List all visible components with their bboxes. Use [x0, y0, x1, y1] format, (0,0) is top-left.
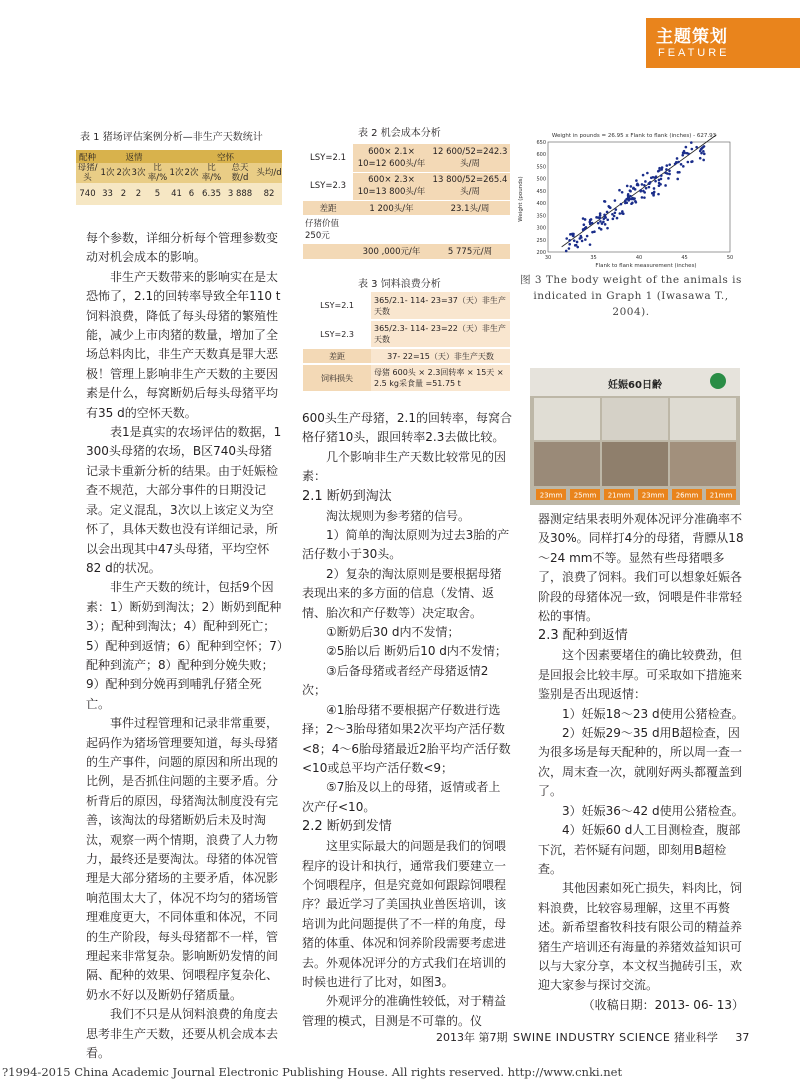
data-point	[702, 159, 705, 162]
data-point	[631, 197, 634, 200]
t1-sub-h: 2次	[184, 163, 199, 183]
data-point	[631, 202, 634, 205]
data-point	[639, 190, 642, 193]
data-point	[674, 163, 677, 166]
y-tick-label: 450	[536, 188, 546, 195]
data-point	[635, 201, 638, 204]
data-point	[630, 185, 633, 188]
column-1	[86, 229, 283, 1063]
table2-caption: 表 2 机会成本分析	[358, 128, 441, 139]
data-point	[642, 174, 645, 177]
t1-group-h: 空怀	[169, 150, 282, 163]
data-point	[657, 193, 660, 196]
data-point	[589, 219, 592, 222]
data-point	[690, 160, 693, 163]
y-tick-label: 350	[536, 213, 546, 220]
photo-tag: 26mm	[675, 491, 699, 500]
data-point	[641, 183, 644, 186]
data-point	[575, 244, 578, 247]
data-point	[681, 154, 684, 157]
data-point	[606, 211, 609, 214]
x-axis-label: Flank to flank measurement (inches)	[595, 263, 697, 269]
plot-frame	[548, 142, 730, 252]
data-point	[565, 250, 568, 253]
data-point	[625, 201, 628, 204]
data-point	[702, 150, 705, 153]
data-point	[660, 174, 663, 177]
y-tick-label: 550	[536, 164, 546, 171]
data-point	[576, 241, 579, 244]
t1-cell: 6	[184, 183, 199, 205]
data-point	[604, 216, 607, 219]
data-point	[579, 235, 582, 238]
y-tick-label: 400	[536, 201, 546, 208]
data-point	[568, 239, 571, 242]
data-point	[648, 186, 651, 189]
data-point	[635, 179, 638, 182]
t3-value: 37- 22=15（天）非生产天数	[371, 348, 510, 364]
data-point	[593, 230, 596, 233]
figure-3-chart	[516, 124, 742, 270]
x-tick-label: 45	[681, 255, 688, 261]
data-point	[643, 196, 646, 199]
photo-illustration	[530, 368, 740, 505]
data-point	[584, 238, 587, 241]
received-date: （收稿日期：2013- 06- 13）	[582, 997, 744, 1012]
data-point	[616, 217, 619, 220]
section-heading: 2.1 断奶到淘汰	[302, 488, 392, 504]
data-point	[657, 170, 660, 173]
t1-cell: 2	[116, 183, 131, 205]
data-point	[685, 146, 688, 149]
data-point	[700, 152, 703, 155]
t2-result: 13 800/52=265.4头/周	[430, 172, 510, 200]
paragraph: 1）妊娠18～23 d使用公猪检查。	[562, 706, 744, 721]
data-point	[599, 220, 602, 223]
page-footer	[436, 1029, 749, 1045]
data-point	[691, 148, 694, 151]
data-point	[632, 187, 635, 190]
photo-title: 妊娠60日齢	[608, 380, 662, 391]
paragraph: 非生产天数带来的影响实在是太恐怖了，2.1的回转率导致全年110 t饲料浪费，降低了每头母猪的繁殖性能，减少上市肉猪的数量，增加了全场总料肉比，非生产天数真是罪大恶极！管理上影响非生产天数的主要因素是什么，每窝断奶后每头母猪平均有35 d的空怀天数。	[86, 269, 281, 420]
data-point	[611, 213, 614, 216]
data-point	[604, 200, 607, 203]
data-point	[619, 212, 622, 215]
data-point	[655, 175, 658, 178]
t3-label: 饲料损失	[303, 364, 371, 392]
data-point	[665, 164, 668, 167]
paragraph: 1）简单的淘汰原则为过去3胎的产活仔数小于30头。	[302, 528, 510, 562]
data-point	[627, 193, 630, 196]
data-point	[644, 180, 647, 183]
data-point	[565, 237, 568, 240]
paragraph: 淘汰规则为参考猪的信号。	[326, 508, 471, 523]
y-tick-label: 650	[536, 140, 546, 146]
column-2	[302, 409, 512, 1031]
data-point	[582, 228, 585, 231]
data-point	[606, 227, 609, 230]
data-point	[579, 237, 582, 240]
data-point	[668, 173, 671, 176]
y-axis-label: Weight (pounds)	[518, 176, 524, 222]
data-point	[667, 177, 670, 180]
t2-label: 仔猪价值250元	[303, 215, 353, 243]
data-point	[626, 185, 629, 188]
data-point	[687, 161, 690, 164]
t2-result: 23.1头/周	[430, 200, 510, 215]
data-point	[695, 146, 698, 149]
table1-caption: 表 1 猪场评估案例分析—非生产天数统计	[80, 132, 263, 143]
data-point	[629, 195, 632, 198]
paragraph: 这个因素要堵住的确比较费劲，但是回报会比较丰厚。可采取如下措施来鉴别是否出现返情：	[538, 648, 743, 702]
x-tick-label: 40	[635, 255, 643, 261]
data-point	[677, 161, 680, 164]
data-point	[699, 157, 702, 160]
data-point	[603, 213, 606, 216]
data-point	[582, 217, 585, 220]
data-point	[571, 233, 574, 236]
data-point	[589, 243, 592, 246]
paragraph: 非生产天数的统计，包括9个因素：1）断奶到淘汰；2）断奶到配种3）；配种到淘汰；4）配种到死亡；5）配种到返情；6）配种到空怀；7）配种到流产；8）配种到分娩失败；9）配种到分娩再到哺乳仔猪全死亡。	[86, 580, 283, 711]
t1-sub-h: 比率/%	[147, 163, 168, 183]
data-point	[654, 180, 657, 183]
paragraph: 事件过程管理和记录非常重要，起码作为猪场管理要知道，每头母猪的生产事件，问题的原因和所出现的比例，是否抓住问题的主要矛盾。分析背后的原因，母猪淘汰制度没有完善，该淘汰的母猪断奶后未及时淘汰，观察一两个情期，浪费了人力物力，最终还是要淘汰。母猪的体况管理是大部分猪场的主要矛盾，体况影响范围太大了，体况不均匀的猪场管理难度更大，不同体重和体况，不同的生产阶段，每头母猪都不一样，管理起来非常复杂。影响断奶发情的间隔、配种的效果、饲喂程序复杂化、奶水不好以及断奶仔猪质量。	[86, 716, 279, 1002]
t1-sub-h: 3次	[131, 163, 146, 183]
t1-group-h: 配种	[76, 150, 99, 163]
data-point	[568, 243, 571, 246]
data-point	[680, 163, 683, 166]
paragraph: 外观评分的准确性较低，对于精益管理的模式，目测是不可靠的。仪	[302, 994, 507, 1028]
data-point	[621, 210, 624, 213]
t2-formula	[353, 215, 430, 243]
data-point	[618, 189, 621, 192]
paragraph: 器测定结果表明外观体况评分准确率不及30%。同样打4分的母猪，背膘从18～24 mm不等。显然有些母猪喂多了，浪费了饲料。我们可以想象妊娠各阶段的母猪体况一致，饲喂是件非常轻松的事情。	[538, 512, 744, 624]
journal-cn: 猪业科学	[673, 1031, 718, 1044]
data-point	[703, 145, 706, 148]
data-point	[659, 183, 662, 186]
data-point	[699, 150, 702, 153]
t3-value: 365/2.1- 114- 23=37（天）非生产天数	[371, 292, 510, 320]
data-point	[686, 152, 689, 155]
t2-result: 12 600/52=242.3头/周	[430, 144, 510, 172]
data-point	[614, 199, 617, 202]
t2-label: LSY=2.1	[303, 144, 353, 172]
table2	[303, 144, 510, 260]
t2-formula: 1 200头/年	[353, 200, 430, 215]
paragraph: ⑤7胎及以上的母猪，返情或者上次产仔<10。	[302, 780, 501, 814]
chart-title: Weight in pounds = 26.95 x Flank to flank (inches) - 627.93	[551, 133, 717, 139]
data-point	[683, 152, 686, 155]
data-point	[598, 227, 601, 230]
page-number: 37	[735, 1031, 750, 1044]
data-point	[583, 223, 586, 226]
t2-formula: 600× 2.1× 10=12 600头/年	[353, 144, 430, 172]
t1-cell: 6.35	[199, 183, 224, 205]
data-point	[591, 222, 594, 225]
data-point	[668, 170, 671, 173]
column-3	[538, 510, 744, 1015]
logo-icon	[710, 373, 726, 389]
data-point	[653, 187, 656, 190]
section-title-cn: 主题策划	[656, 27, 728, 47]
data-point	[597, 222, 600, 225]
data-point	[606, 218, 609, 221]
paragraph: 3）妊娠36～42 d使用公猪检查。	[562, 803, 744, 818]
t1-sub-h: 2次	[116, 163, 131, 183]
paragraph: 表1是真实的农场评估的数据，1 300头母猪的农场，B区740头母猪记录卡重新分析的结果。由于妊娠检查不规范，大部分事件的日期没记录。定义混乱，3次以上该定义为空怀了，具体天数也没有详细记录，所以会出现其中47头母猪，平均空怀82 d的状况。	[86, 425, 282, 575]
data-point	[690, 141, 693, 144]
paragraph: 这里实际最大的问题是我们的饲喂程序的设计和执行，通常我们要建立一个饲喂程序，但是究竟如何跟踪饲喂程序？最近学习了美国执业兽医培训，该培训为此问题提供了不一样的角度，母猪的体重、体况和饲养阶段需要考虑进去。外观体况评分的方式我们在培训的时候也进行了比对，如图3。	[302, 839, 507, 989]
t2-label: 差距	[303, 200, 353, 215]
t3-label: 差距	[303, 348, 371, 364]
t1-cell: 3 888	[224, 183, 256, 205]
paragraph: 几个影响非生产天数比较常见的因素：	[302, 449, 507, 484]
copyright-line: ?1994-2015 China Academic Journal Electronic Publishing House. All rights reserved. http://www.cnki.net	[2, 1065, 623, 1079]
data-point	[645, 187, 648, 190]
data-point	[661, 166, 664, 169]
photo-tag: 23mm	[539, 491, 563, 500]
data-point	[676, 178, 679, 181]
scatter-plot	[516, 124, 742, 270]
y-tick-label: 600	[536, 152, 546, 159]
t1-cell: 41	[169, 183, 184, 205]
x-tick-label: 30	[544, 255, 552, 261]
t3-value: 母猪 600头 × 2.3回转率 × 15天 × 2.5 kg采食量 =51.75 t	[371, 364, 510, 392]
section-heading: 2.2 断奶到发情	[302, 819, 392, 835]
data-point	[615, 208, 618, 211]
t1-sub-h: 1次	[99, 163, 116, 183]
t2-result: 5 775元/周	[430, 243, 510, 259]
t1-cell: 740	[76, 183, 99, 205]
paragraph: ③后备母猪或者经产母猪返情2次；	[302, 663, 489, 698]
paragraph: ①断奶后30 d内不发情；	[326, 625, 460, 640]
data-point	[637, 184, 640, 187]
data-point	[703, 153, 706, 156]
section-title-en: FEATURE	[658, 47, 730, 59]
t1-cell: 82	[256, 183, 282, 205]
data-point	[586, 235, 589, 238]
data-point	[614, 211, 617, 214]
journal-en: SWINE INDUSTRY SCIENCE	[513, 1031, 671, 1044]
data-point	[676, 157, 679, 160]
y-tick-label: 300	[536, 225, 546, 232]
paragraph: 其他因素如死亡损失，料肉比，饲料浪费，比较容易理解，这里不再赘述。新希望畜牧科技有限公司的精益养猪生产培训还有海量的养猪效益知识可以与大家分享，本文权当抛砖引玉，欢迎大家参与探讨交流。	[538, 881, 743, 993]
paragraph: 2）妊娠29～35 d用B超检查，因为很多场是每天配种的，所以周一查一次，周末查一次，就刚好两头都覆盖到了。	[538, 726, 743, 799]
t1-sub-h: 头均/d	[256, 163, 282, 183]
data-point	[643, 184, 646, 187]
paragraph: 每个参数，详细分析每个管理参数变动对机会成本的影响。	[86, 231, 279, 265]
data-point	[604, 223, 607, 226]
y-tick-label: 200	[536, 250, 546, 256]
data-point	[620, 203, 623, 206]
section-header	[646, 18, 800, 68]
t2-label: LSY=2.3	[303, 172, 353, 200]
table3-caption: 表 3 饲料浪费分析	[358, 279, 441, 290]
data-point	[581, 240, 584, 243]
t1-sub-h: 1次	[169, 163, 184, 183]
t2-formula: 600× 2.3× 10=13 800头/年	[353, 172, 430, 200]
x-tick-label: 50	[726, 255, 734, 261]
data-point	[629, 189, 632, 192]
y-tick-label: 500	[536, 176, 546, 183]
t3-label: LSY=2.1	[303, 292, 371, 320]
paragraph: 我们不只是从饲料浪费的角度去思考非生产天数，还要从机会成本去看。	[86, 1007, 279, 1061]
data-point	[668, 163, 671, 166]
data-point	[612, 218, 615, 221]
data-point	[573, 239, 576, 242]
data-point	[658, 179, 661, 182]
data-point	[677, 171, 680, 174]
data-point	[641, 196, 644, 199]
t1-sub-h: 比率/%	[199, 163, 224, 183]
t1-sub-h: 母猪/头	[77, 163, 98, 183]
y-tick-label: 250	[536, 237, 546, 244]
paragraph: 600头生产母猪，2.1的回转率，每窝合格仔猪10头，跟回转率2.3去做比较。	[302, 411, 512, 445]
photo-tag: 21mm	[709, 491, 733, 500]
figure-3-caption: 图 3 The body weight of the animals is indicated in Graph 1 (Iwasawa T., 2004).	[520, 274, 742, 318]
table3	[303, 292, 510, 393]
data-point	[652, 194, 655, 197]
sow-photo-collage	[530, 368, 740, 505]
t1-cell: 5	[146, 183, 169, 205]
t2-formula: 300 ,000元/年	[353, 243, 430, 259]
data-point	[652, 176, 655, 179]
data-point	[597, 216, 600, 219]
paragraph: 4）妊娠60 d人工目测检查，腹部下沉，若怀疑有问题，即刻用B超检查。	[538, 823, 741, 876]
data-point	[585, 226, 588, 229]
photo-tag: 21mm	[607, 491, 631, 500]
data-point	[664, 184, 667, 187]
t3-label: LSY=2.3	[303, 320, 371, 348]
t1-cell: 33	[99, 183, 116, 205]
data-point	[682, 165, 685, 168]
t1-cell: 2	[131, 183, 146, 205]
data-point	[568, 247, 571, 250]
data-point	[607, 205, 610, 208]
issue: 2013年 第7期	[436, 1031, 508, 1044]
paragraph: 2）复杂的淘汰原则是要根据母猪表现出来的多方面的信息（发情、返情、胎次和产仔数等）决定取舍。	[302, 566, 502, 620]
paragraph: ②5胎以后 断奶后10 d内不发情；	[326, 644, 507, 659]
photo-tag: 23mm	[641, 491, 665, 500]
table1	[76, 150, 282, 210]
data-point	[625, 198, 628, 201]
t2-result	[430, 215, 510, 243]
data-point	[646, 172, 649, 175]
x-tick-label: 35	[590, 255, 597, 261]
paragraph: ④1胎母猪不要根据产仔数进行选择；2～3胎母猪如果2次平均产活仔数<8；4～6胎母猪最近2胎平均产活仔数<10或总平均产活仔数<9；	[302, 702, 511, 775]
data-point	[665, 168, 668, 171]
data-point	[649, 181, 652, 184]
data-point	[643, 191, 646, 194]
data-point	[601, 222, 604, 225]
section-heading: 2.3 配种到返情	[538, 628, 628, 644]
data-point	[664, 171, 667, 174]
data-point	[621, 191, 624, 194]
data-point	[599, 214, 602, 217]
t3-value: 365/2.3- 114- 23=22（天）非生产天数	[371, 320, 510, 348]
t2-label	[303, 243, 353, 259]
t1-group-h: 返情	[99, 150, 169, 163]
t1-sub-h: 总天数/d	[224, 163, 256, 183]
photo-tag: 25mm	[573, 491, 597, 500]
